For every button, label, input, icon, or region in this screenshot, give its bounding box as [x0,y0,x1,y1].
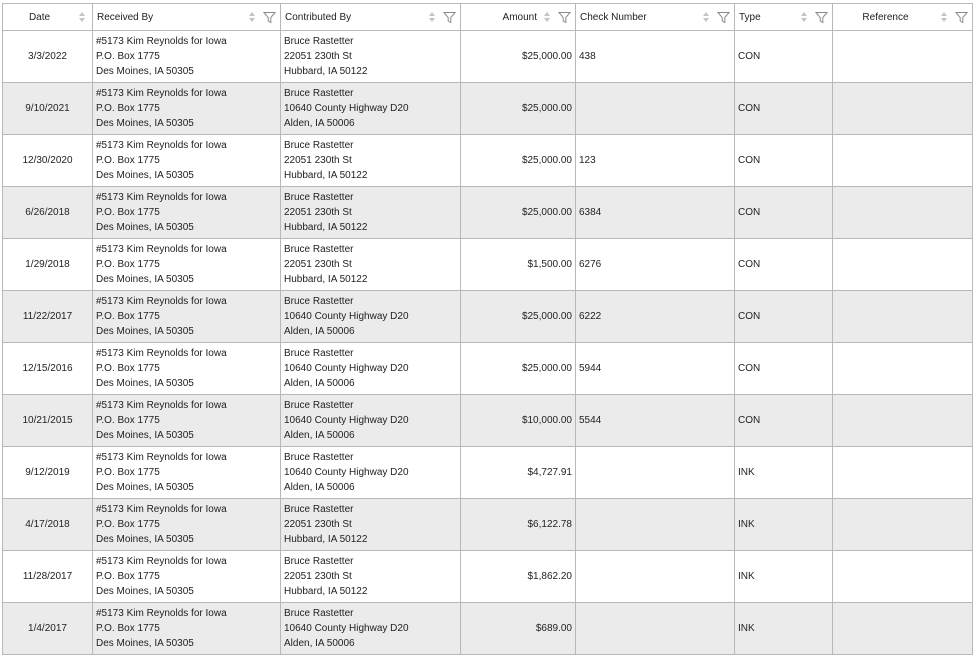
contributed-by-line: Alden, IA 50006 [284,378,355,389]
cell-check-number: 6222 [576,291,735,343]
table-row[interactable] [3,603,973,655]
contributed-by-line: Hubbard, IA 50122 [284,534,368,545]
cell-check-number [576,83,735,135]
cell-contributed-by [281,447,461,499]
received-by-line: P.O. Box 1775 [96,155,160,166]
contributed-by-line: 10640 County Highway D20 [284,311,409,322]
cell-type: INK [735,551,833,603]
cell-check-number: 6276 [576,239,735,291]
cell-contributed-by [281,603,461,655]
cell-amount: $25,000.00 [461,343,576,395]
received-by-line: Des Moines, IA 50305 [96,170,194,181]
cell-amount: $4,727.91 [461,447,576,499]
cell-reference [833,291,973,343]
cell-contributed-by [281,291,461,343]
cell-type: INK [735,499,833,551]
cell-contributed-by [281,395,461,447]
contributed-by-line: Alden, IA 50006 [284,638,355,649]
contributed-by-line: Bruce Rastetter [284,192,354,203]
cell-received-by [93,603,281,655]
cell-date: 4/17/2018 [3,499,93,551]
table-row[interactable] [3,239,973,291]
cell-reference [833,395,973,447]
cell-reference [833,135,973,187]
table-row[interactable] [3,395,973,447]
cell-type: INK [735,447,833,499]
cell-amount: $10,000.00 [461,395,576,447]
contributed-by-line: 22051 230th St [284,259,352,270]
received-by-line: Des Moines, IA 50305 [96,222,194,233]
cell-amount: $25,000.00 [461,187,576,239]
contributed-by-line: 22051 230th St [284,207,352,218]
contributed-by-line: 22051 230th St [284,571,352,582]
contributed-by-line: Alden, IA 50006 [284,430,355,441]
cell-check-number: 438 [576,31,735,83]
cell-reference [833,499,973,551]
received-by-line: P.O. Box 1775 [96,363,160,374]
contributed-by-line: Bruce Rastetter [284,244,354,255]
cell-type: INK [735,603,833,655]
cell-received-by [93,239,281,291]
cell-type: CON [735,239,833,291]
cell-date: 1/4/2017 [3,603,93,655]
table-row[interactable] [3,135,973,187]
sort-arrows-icon[interactable] [246,10,258,24]
received-by-line: #5173 Kim Reynolds for Iowa [96,192,227,203]
column-header-type[interactable] [735,4,833,31]
table-row[interactable] [3,343,973,395]
cell-received-by [93,187,281,239]
cell-received-by [93,291,281,343]
sort-arrows-icon[interactable] [938,10,950,24]
cell-contributed-by [281,343,461,395]
cell-amount: $25,000.00 [461,83,576,135]
cell-contributed-by [281,83,461,135]
received-by-line: Des Moines, IA 50305 [96,534,194,545]
received-by-line: #5173 Kim Reynolds for Iowa [96,400,227,411]
received-by-line: #5173 Kim Reynolds for Iowa [96,348,227,359]
received-by-line: P.O. Box 1775 [96,259,160,270]
received-by-line: #5173 Kim Reynolds for Iowa [96,88,227,99]
cell-type: CON [735,187,833,239]
header-row [3,4,973,31]
contributed-by-line: Hubbard, IA 50122 [284,222,368,233]
cell-amount: $25,000.00 [461,31,576,83]
received-by-line: P.O. Box 1775 [96,571,160,582]
cell-date: 1/29/2018 [3,239,93,291]
column-label-check-number: Check Number [580,11,647,23]
received-by-line: P.O. Box 1775 [96,623,160,634]
contributed-by-line: Bruce Rastetter [284,556,354,567]
cell-type: CON [735,31,833,83]
received-by-line: P.O. Box 1775 [96,311,160,322]
cell-amount: $25,000.00 [461,291,576,343]
cell-date: 12/30/2020 [3,135,93,187]
cell-amount: $1,500.00 [461,239,576,291]
contributions-table [2,3,973,655]
cell-amount: $1,862.20 [461,551,576,603]
contributed-by-line: Bruce Rastetter [284,36,354,47]
cell-received-by [93,499,281,551]
contributed-by-line: Bruce Rastetter [284,452,354,463]
contributed-by-line: 10640 County Highway D20 [284,467,409,478]
received-by-line: #5173 Kim Reynolds for Iowa [96,608,227,619]
cell-contributed-by [281,239,461,291]
cell-contributed-by [281,187,461,239]
cell-check-number: 5544 [576,395,735,447]
cell-date: 11/28/2017 [3,551,93,603]
cell-contributed-by [281,551,461,603]
cell-reference [833,31,973,83]
received-by-line: Des Moines, IA 50305 [96,586,194,597]
cell-type: CON [735,395,833,447]
contributed-by-line: Alden, IA 50006 [284,118,355,129]
contributed-by-line: Alden, IA 50006 [284,326,355,337]
funnel-filter-icon[interactable] [442,10,456,24]
cell-reference [833,551,973,603]
contributed-by-line: Hubbard, IA 50122 [284,66,368,77]
cell-contributed-by [281,499,461,551]
column-header-check-number[interactable] [576,4,735,31]
column-label-received-by: Received By [97,11,154,23]
contributed-by-line: 10640 County Highway D20 [284,363,409,374]
contributed-by-line: 22051 230th St [284,155,352,166]
received-by-line: Des Moines, IA 50305 [96,430,194,441]
cell-date: 3/3/2022 [3,31,93,83]
column-header-received-by[interactable] [93,4,281,31]
received-by-line: Des Moines, IA 50305 [96,378,194,389]
sort-arrows-icon[interactable] [798,10,810,24]
cell-reference [833,239,973,291]
cell-date: 6/26/2018 [3,187,93,239]
received-by-line: #5173 Kim Reynolds for Iowa [96,36,227,47]
funnel-filter-icon[interactable] [557,10,571,24]
cell-reference [833,187,973,239]
received-by-line: #5173 Kim Reynolds for Iowa [96,244,227,255]
cell-check-number [576,551,735,603]
cell-date: 12/15/2016 [3,343,93,395]
received-by-line: Des Moines, IA 50305 [96,326,194,337]
received-by-line: Des Moines, IA 50305 [96,482,194,493]
cell-received-by [93,551,281,603]
received-by-line: P.O. Box 1775 [96,103,160,114]
column-label-date: Date [28,11,51,23]
contributed-by-line: 22051 230th St [284,51,352,62]
contributed-by-line: Bruce Rastetter [284,400,354,411]
cell-received-by [93,395,281,447]
cell-check-number [576,603,735,655]
received-by-line: #5173 Kim Reynolds for Iowa [96,556,227,567]
sort-arrows-icon[interactable] [426,10,438,24]
cell-received-by [93,31,281,83]
contributed-by-line: Hubbard, IA 50122 [284,586,368,597]
column-header-amount[interactable] [461,4,576,31]
cell-received-by [93,343,281,395]
cell-date: 9/10/2021 [3,83,93,135]
contributed-by-line: 10640 County Highway D20 [284,415,409,426]
cell-reference [833,343,973,395]
cell-received-by [93,447,281,499]
table-row[interactable] [3,551,973,603]
cell-date: 10/21/2015 [3,395,93,447]
contributed-by-line: Alden, IA 50006 [284,482,355,493]
sort-arrows-icon[interactable] [76,10,88,24]
received-by-line: P.O. Box 1775 [96,519,160,530]
cell-contributed-by [281,31,461,83]
contributed-by-line: 10640 County Highway D20 [284,623,409,634]
cell-received-by [93,83,281,135]
received-by-line: Des Moines, IA 50305 [96,638,194,649]
received-by-line: Des Moines, IA 50305 [96,66,194,77]
contributed-by-line: 10640 County Highway D20 [284,103,409,114]
cell-date: 11/22/2017 [3,291,93,343]
cell-check-number: 5944 [576,343,735,395]
table-row[interactable] [3,187,973,239]
table-row[interactable] [3,83,973,135]
contributed-by-line: Bruce Rastetter [284,504,354,515]
contributed-by-line: Hubbard, IA 50122 [284,170,368,181]
cell-type: CON [735,343,833,395]
cell-amount: $25,000.00 [461,135,576,187]
column-label-contributed-by: Contributed By [285,11,352,23]
contributed-by-line: Bruce Rastetter [284,608,354,619]
received-by-line: Des Moines, IA 50305 [96,274,194,285]
received-by-line: P.O. Box 1775 [96,51,160,62]
cell-type: CON [735,291,833,343]
received-by-line: #5173 Kim Reynolds for Iowa [96,140,227,151]
cell-received-by [93,135,281,187]
contributed-by-line: Hubbard, IA 50122 [284,274,368,285]
table-row[interactable] [3,31,973,83]
contributions-grid [2,3,972,655]
column-header-date[interactable] [3,4,93,31]
contributed-by-line: 22051 230th St [284,519,352,530]
cell-contributed-by [281,135,461,187]
received-by-line: #5173 Kim Reynolds for Iowa [96,504,227,515]
cell-date: 9/12/2019 [3,447,93,499]
contributed-by-line: Bruce Rastetter [284,296,354,307]
cell-type: CON [735,83,833,135]
contributed-by-line: Bruce Rastetter [284,88,354,99]
received-by-line: #5173 Kim Reynolds for Iowa [96,296,227,307]
cell-reference [833,83,973,135]
contributed-by-line: Bruce Rastetter [284,348,354,359]
contributed-by-line: Bruce Rastetter [284,140,354,151]
sort-arrows-icon[interactable] [700,10,712,24]
table-row[interactable] [3,291,973,343]
received-by-line: Des Moines, IA 50305 [96,118,194,129]
cell-check-number: 123 [576,135,735,187]
cell-check-number [576,447,735,499]
cell-check-number [576,499,735,551]
column-header-reference[interactable] [833,4,973,31]
cell-amount: $689.00 [461,603,576,655]
column-label-amount: Amount [502,11,537,23]
funnel-filter-icon[interactable] [814,10,828,24]
sort-arrows-icon[interactable] [541,10,553,24]
cell-type: CON [735,135,833,187]
cell-check-number: 6384 [576,187,735,239]
funnel-filter-icon[interactable] [716,10,730,24]
received-by-line: P.O. Box 1775 [96,207,160,218]
column-header-contributed-by[interactable] [281,4,461,31]
table-row[interactable] [3,499,973,551]
cell-reference [833,447,973,499]
cell-amount: $6,122.78 [461,499,576,551]
received-by-line: P.O. Box 1775 [96,415,160,426]
table-row[interactable] [3,447,973,499]
received-by-line: #5173 Kim Reynolds for Iowa [96,452,227,463]
cell-reference [833,603,973,655]
received-by-line: P.O. Box 1775 [96,467,160,478]
funnel-filter-icon[interactable] [262,10,276,24]
column-label-type: Type [739,11,761,23]
column-label-reference: Reference [862,11,909,23]
funnel-filter-icon[interactable] [954,10,968,24]
